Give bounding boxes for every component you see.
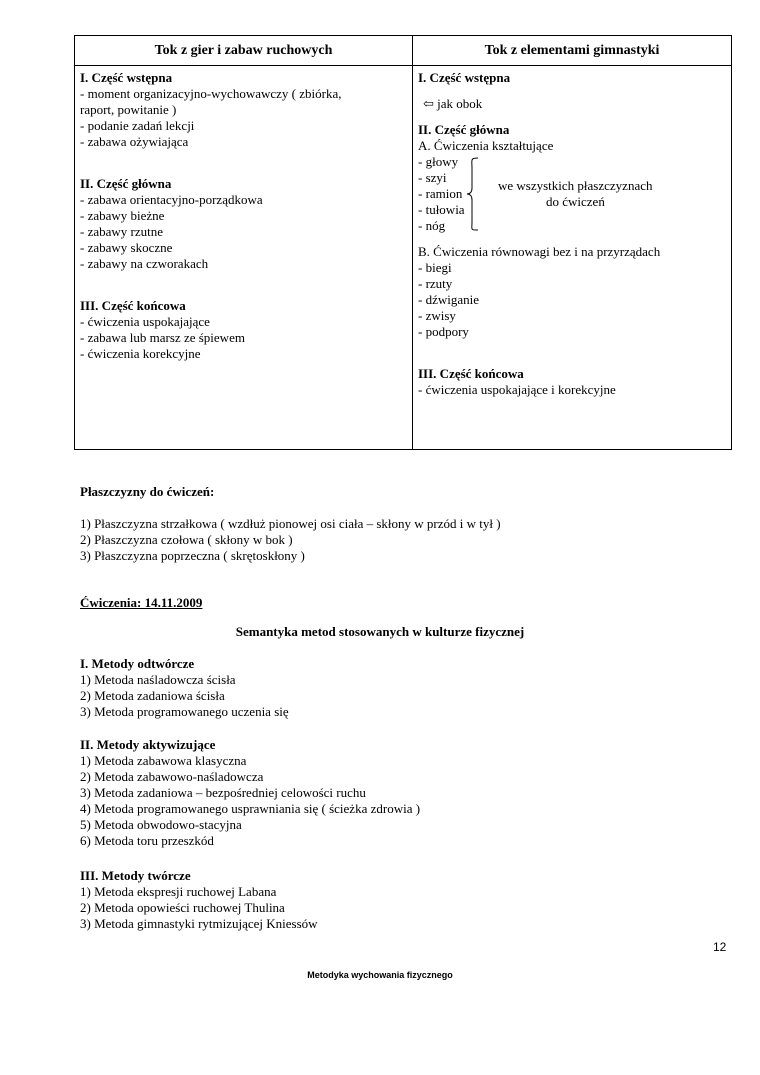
list-item: 2) Metoda opowieści ruchowej Thulina [80, 900, 285, 915]
table-body-row [75, 66, 732, 450]
list-item: - nóg [418, 218, 446, 233]
list-item: - biegi [418, 260, 452, 275]
semantics-title: Semantyka metod stosowanych w kulturze fizycznej [235, 624, 525, 639]
exercises-date-block [80, 595, 202, 611]
section-title: III. Część końcowa [418, 366, 524, 381]
gymnastics-column [413, 66, 732, 450]
list-item: 5) Metoda obwodowo-stacyjna [80, 817, 242, 832]
section-title: II. Część główna [80, 176, 172, 191]
creative-methods [80, 868, 318, 932]
subsection-title: B. Ćwiczenia równowagi bez i na przyrządach [418, 244, 661, 259]
brace-note-line: do ćwiczeń [546, 194, 605, 209]
same-as-left-text: jak obok [437, 96, 483, 111]
list-item: - dźwiganie [418, 292, 480, 307]
list-item: - ćwiczenia korekcyjne [80, 346, 201, 361]
brace-note [498, 178, 653, 210]
list-item: - głowy [418, 154, 459, 169]
list-item: 2) Metoda zabawowo-naśladowcza [80, 769, 264, 784]
list-item: - moment organizacyjno-wychowawczy ( zbiórka, [80, 86, 342, 101]
list-item: 3) Metoda programowanego uczenia się [80, 704, 289, 719]
list-item: 6) Metoda toru przeszkód [80, 833, 214, 848]
list-item: 2) Płaszczyzna czołowa ( skłony w bok ) [80, 532, 293, 547]
table-header-row [75, 36, 732, 66]
list-item: - szyi [418, 170, 447, 185]
list-item: - rzuty [418, 276, 453, 291]
list-item: 2) Metoda zadaniowa ścisła [80, 688, 225, 703]
section-title: III. Metody twórcze [80, 868, 191, 883]
activating-methods [80, 737, 420, 849]
list-item: - ćwiczenia uspokajające i korekcyjne [418, 382, 616, 397]
list-item: 3) Płaszczyzna poprzeczna ( skrętoskłony ) [80, 548, 305, 563]
planes-section [80, 484, 501, 564]
brace-note-line: we wszystkich płaszczyznach [498, 178, 653, 193]
table-header-games: Tok z gier i zabaw ruchowych [75, 36, 413, 66]
list-item: - zwisy [418, 308, 456, 323]
section-title: I. Część wstępna [80, 70, 173, 85]
reproductive-methods [80, 656, 289, 720]
list-item: - zabawy rzutne [80, 224, 164, 239]
list-item: 1) Metoda ekspresji ruchowej Labana [80, 884, 277, 899]
list-item: - ramion [418, 186, 463, 201]
list-item: - zabawa lub marsz ze śpiewem [80, 330, 245, 345]
list-item: 3) Metoda zadaniowa – bezpośredniej celowości ruchu [80, 785, 366, 800]
arrow-left-icon: ⇦ [423, 96, 434, 111]
list-item: - tułowia [418, 202, 465, 217]
lesson-comparison-table [74, 35, 732, 450]
list-item: - zabawa orientacyjno-porządkowa [80, 192, 263, 207]
page-number: 12 [713, 940, 727, 954]
page-footer: Metodyka wychowania fizycznego [307, 970, 453, 980]
section-title: III. Część końcowa [80, 298, 186, 313]
planes-title: Płaszczyzny do ćwiczeń: [80, 484, 215, 499]
list-item: - podpory [418, 324, 469, 339]
list-item: 1) Metoda zabawowa klasyczna [80, 753, 247, 768]
exercises-date: Ćwiczenia: 14.11.2009 [80, 595, 203, 610]
list-item: - ćwiczenia uspokajające [80, 314, 210, 329]
games-column [75, 66, 413, 450]
section-title: I. Metody odtwórcze [80, 656, 195, 671]
same-as-left-note [418, 96, 726, 112]
list-item: - zabawy bieżne [80, 208, 165, 223]
shaping-exercises-group [418, 154, 726, 234]
section-title: I. Część wstępna [418, 70, 511, 85]
table-header-gymnastics: Tok z elementami gimnastyki [413, 36, 732, 66]
list-item: 4) Metoda programowanego usprawniania się ( ścieżka zdrowia ) [80, 801, 421, 816]
list-item: - podanie zadań lekcji [80, 118, 195, 133]
list-item: - zabawa ożywiająca [80, 134, 189, 149]
list-item: 1) Metoda naśladowcza ścisła [80, 672, 236, 687]
section-title: II. Metody aktywizujące [80, 737, 216, 752]
list-item: raport, powitanie ) [80, 102, 177, 117]
section-title: II. Część główna [418, 122, 510, 137]
curly-brace-icon [466, 156, 480, 232]
list-item: - zabawy na czworakach [80, 256, 209, 271]
subsection-title: A. Ćwiczenia kształtujące [418, 138, 554, 153]
list-item: 3) Metoda gimnastyki rytmizującej Kniessów [80, 916, 318, 931]
list-item: 1) Płaszczyzna strzałkowa ( wzdłuż pionowej osi ciała – skłony w przód i w tył ) [80, 516, 501, 531]
list-item: - zabawy skoczne [80, 240, 173, 255]
